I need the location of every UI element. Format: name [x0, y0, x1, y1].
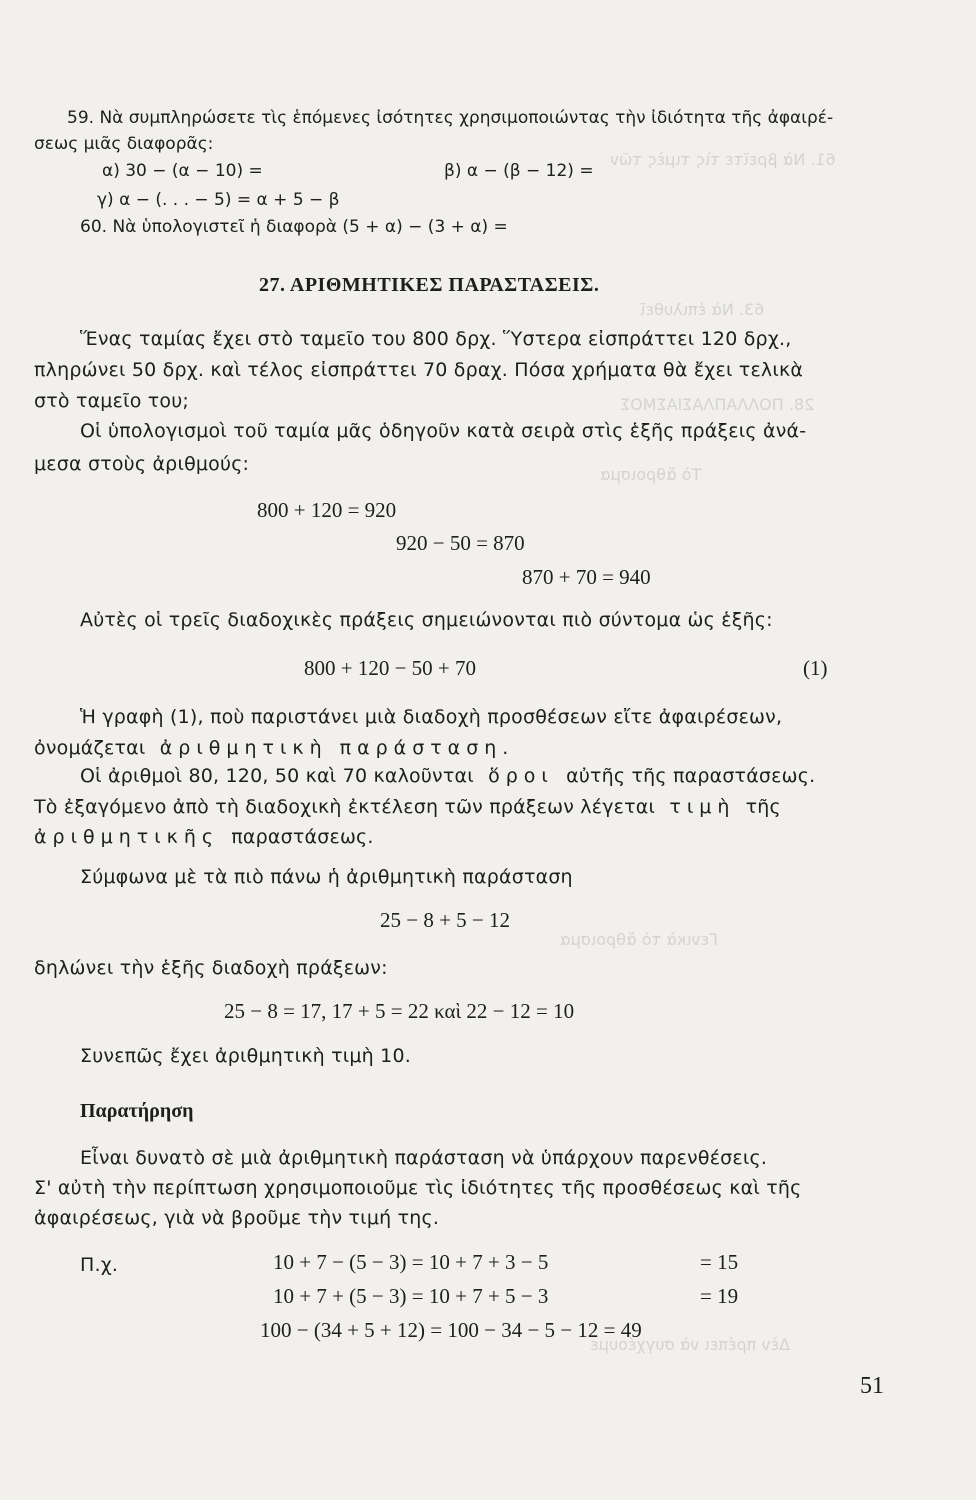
- equation-2: 920 − 50 = 870: [396, 531, 525, 555]
- definition-3-text-a: Τὸ ἐξαγόμενο ἀπὸ τὴ διαδοχικὴ ἐκτέλεση τῶν πράξεων λέγεται: [34, 796, 656, 818]
- definition-3-text-c: τῆς: [745, 796, 781, 818]
- definition-2-text-c: αὐτῆς τῆς παραστάσεως.: [566, 765, 816, 787]
- calc-intro-line-2: μεσα στοὺς ἀριθμούς:: [34, 453, 250, 475]
- equation-3: 870 + 70 = 940: [522, 565, 651, 589]
- term-arithmetic: ἀριθμητικῆς: [34, 826, 220, 848]
- definition-1-text: ὀνομάζεται: [34, 737, 146, 759]
- intro-line-1: Ἕνας ταμίας ἔχει στὸ ταμεῖο του 800 δρχ. Ὕστερα εἰσπράττει 120 δρχ.,: [80, 328, 792, 350]
- remark-line-3: ἀφαιρέσεως, γιὰ νὰ βροῦμε τὴν τιμή της.: [34, 1207, 440, 1229]
- remark-line-2: Σ' αὐτὴ τὴν περίπτωση χρησιμοποιοῦμε τὶς ἰδιότητες τῆς προσθέσεως καὶ τῆς: [34, 1177, 802, 1199]
- summary-line: Αὐτὲς οἱ τρεῖς διαδοχικὲς πράξεις σημειώνονται πιὸ σύντομα ὡς ἑξῆς:: [80, 609, 773, 631]
- term-arithmetic-expression: ἀριθμητικὴ παράσταση.: [159, 737, 515, 759]
- exercise-59-line-1: 59. Νὰ συμπληρώσετε τὶς ἑπόμενες ἰσότητες χρησιμοποιώντας τὴν ἰδιότητα τῆς ἀφαιρέ-: [67, 108, 834, 128]
- expression-1: 800 + 120 − 50 + 70: [304, 656, 477, 680]
- example-label: Π.χ.: [80, 1254, 119, 1276]
- section-title: 27. ΑΡΙΘΜΗΤΙΚΕΣ ΠΑΡΑΣΤΑΣΕΙΣ.: [259, 274, 600, 296]
- definition-1-line-1: Ἡ γραφὴ (1), ποὺ παριστάνει μιὰ διαδοχὴ προσθέσεων εἴτε ἀφαιρέσεων,: [80, 706, 783, 728]
- remark-line-1: Εἶναι δυνατὸ σὲ μιὰ ἀριθμητικὴ παράσταση νὰ ὑπάρχουν παρενθέσεις.: [80, 1147, 768, 1169]
- term-terms: ὅροι: [488, 765, 554, 787]
- definition-1-line-2: [34, 737, 514, 759]
- expression-1-label: (1): [803, 656, 828, 680]
- definition-3-text-d: παραστάσεως.: [231, 826, 374, 848]
- shows-line: δηλώνει τὴν ἑξῆς διαδοχὴ πράξεων:: [34, 957, 388, 979]
- operation-sequence: 25 − 8 = 17, 17 + 5 = 22 καὶ 22 − 12 = 10: [224, 999, 575, 1023]
- exercise-59-a: α) 30 − (α − 10) =: [102, 161, 263, 181]
- definition-3-line-1: [34, 796, 781, 818]
- accord-line: Σύμφωνα μὲ τὰ πιὸ πάνω ἡ ἀριθμητικὴ παράσταση: [80, 866, 573, 888]
- example-2: 10 + 7 + (5 − 3) = 10 + 7 + 5 − 3: [273, 1284, 549, 1308]
- example-1: 10 + 7 − (5 − 3) = 10 + 7 + 3 − 5: [273, 1250, 549, 1274]
- book-page: 61. Νὰ βρεῖτε τὶς τιμὲς τῶν 63. Νὰ ἐπιλυθεῖ 28. ΠΟΛΛΑΠΛΑΣΙΑΣΜΟΣ Τὸ ἄθροισμα Γενικὰ τὸ ἄθροισμα Δὲν πρέπει νὰ συγχέουμε 59. Νὰ συμπληρώσετε τὶς ἑπόμενες ἰσότητες χρησιμοποιώντας τὴν ἰδιότητα τῆς ἀφαιρέ- σεως μιᾶς διαφορᾶς: α) 30 − (α − 10) = β) α − (β − 12) = γ) α − (. . . − 5) = α + 5 − β 60. Νὰ ὑπολογιστεῖ ἡ διαφορὰ (5 + α) − (3 + α) = 27. ΑΡΙΘΜΗΤΙΚΕΣ ΠΑΡΑΣΤΑΣΕΙΣ. Ἕνας ταμίας ἔχει στὸ ταμεῖο του 800 δρχ. Ὕστερα εἰσπράττει 120 δρχ., πληρώνει 50 δρχ. καὶ τέλος εἰσπράττει 70 δραχ. Πόσα χρήματα θὰ ἔχει τελικὰ στὸ ταμεῖο του; Οἱ ὑπολογισμοὶ τοῦ ταμία μᾶς ὁδηγοῦν κατὰ σειρὰ στὶς ἑξῆς πράξεις ἀνά- μεσα στοὺς ἀριθμούς: 800 + 120 = 920 920 − 50 = 870 870 + 70 = 940 Αὐτὲς οἱ τρεῖς διαδοχικὲς πράξεις σημειώνονται πιὸ σύντομα ὡς ἑξῆς: 800 + 120 − 50 + 70 (1) Ἡ γραφὴ (1), ποὺ παριστάνει μιὰ διαδοχὴ προσθέσεων εἴτε ἀφαιρέσεων, ὀνομάζεται ἀριθμητικὴ παράσταση. Οἱ ἀριθμοὶ 80, 120, 50 καὶ 70 καλοῦνται ὅροι αὐτῆς τῆς παραστάσεως. Τὸ ἐξαγόμενο ἀπὸ τὴ διαδοχικὴ ἐκτέλεση τῶν πράξεων λέγεται τιμὴ τῆς ἀριθμητικῆς παραστάσεως. Σύμφωνα μὲ τὰ πιὸ πάνω ἡ ἀριθμητικὴ παράσταση 25 − 8 + 5 − 12 δηλώνει τὴν ἑξῆς διαδοχὴ πράξεων: 25 − 8 = 17, 17 + 5 = 22 καὶ 22 − 12 = 10 Συνεπῶς ἔχει ἀριθμητικὴ τιμὴ 10. Παρατήρηση Εἶναι δυνατὸ σὲ μιὰ ἀριθμητικὴ παράσταση νὰ ὑπάρχουν παρενθέσεις. Σ' αὐτὴ τὴν περίπτωση χρησιμοποιοῦμε τὶς ἰδιότητες τῆς προσθέσεως καὶ τῆς ἀφαιρέσεως, γιὰ νὰ βροῦμε τὴν τιμή της. Π.χ. 10 + 7 − (5 − 3) = 10 + 7 + 3 − 5 = 15 10 + 7 + (5 − 3) = 10 + 7 + 5 − 3 = 19 100 − (34 + 5 + 12) = 100 − 34 − 5 − 12 = 49 51: [34, 108, 884, 1399]
- example-2-result: = 19: [700, 1284, 739, 1308]
- exercise-59-c: γ) α − (. . . − 5) = α + 5 − β: [97, 190, 340, 210]
- remark-title: Παρατήρηση: [80, 1100, 194, 1122]
- intro-line-2: πληρώνει 50 δρχ. καὶ τέλος εἰσπράττει 70 δραχ. Πόσα χρήματα θὰ ἔχει τελικὰ: [34, 359, 804, 381]
- example-1-result: = 15: [700, 1250, 739, 1274]
- calc-intro-line-1: Οἱ ὑπολογισμοὶ τοῦ ταμία μᾶς ὁδηγοῦν κατὰ σειρὰ στὶς ἑξῆς πράξεις ἀνά-: [80, 420, 807, 442]
- page-number: 51: [860, 1373, 884, 1399]
- exercise-59-line-2: σεως μιᾶς διαφορᾶς:: [34, 134, 214, 154]
- term-value: τιμὴ: [669, 796, 736, 818]
- example-3: 100 − (34 + 5 + 12) = 100 − 34 − 5 − 12 = 49: [260, 1318, 642, 1342]
- definition-2-text-a: Οἱ ἀριθμοὶ 80, 120, 50 καὶ 70 καλοῦνται: [80, 765, 474, 787]
- definition-3-line-2: [34, 826, 374, 848]
- definition-2-line-1: [80, 765, 815, 787]
- equation-1: 800 + 120 = 920: [257, 498, 397, 522]
- exercise-59-b: β) α − (β − 12) =: [444, 161, 594, 181]
- exercise-60: 60. Νὰ ὑπολογιστεῖ ἡ διαφορὰ (5 + α) − (3 + α) =: [80, 217, 508, 237]
- expression-2: 25 − 8 + 5 − 12: [380, 908, 511, 932]
- result-line: Συνεπῶς ἔχει ἀριθμητικὴ τιμὴ 10.: [80, 1045, 411, 1067]
- intro-line-3: στὸ ταμεῖο του;: [34, 390, 190, 412]
